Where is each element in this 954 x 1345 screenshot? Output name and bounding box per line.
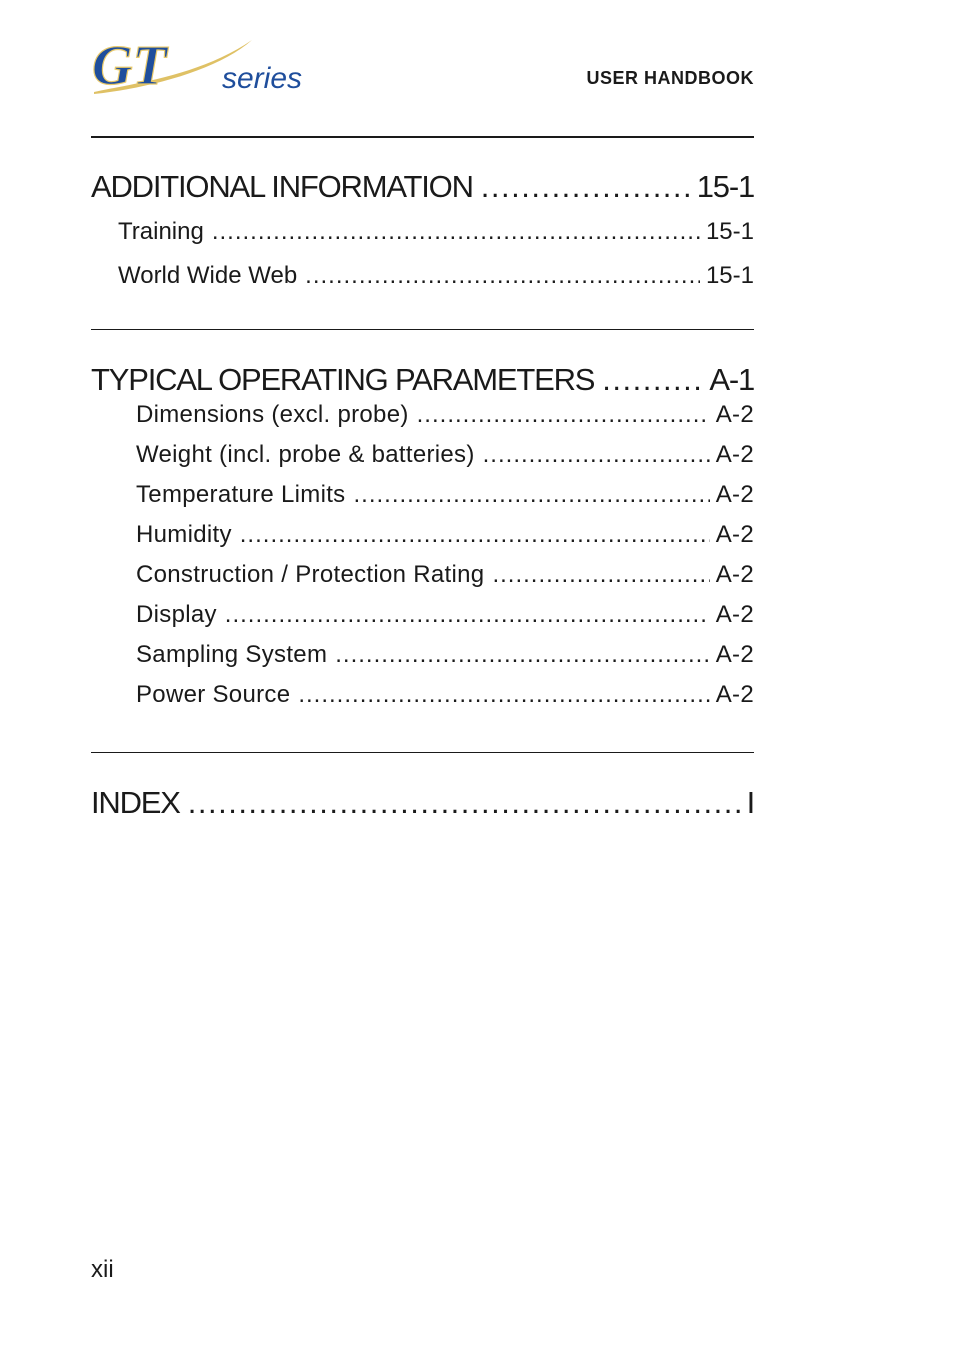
toc-page-number: I: [746, 785, 754, 820]
toc-leader-dots: [492, 561, 709, 589]
toc-entry-label: Training: [118, 218, 204, 245]
logo-series-text: series: [222, 62, 303, 95]
toc-leader-dots: [305, 262, 700, 290]
toc-leader-dots: [335, 641, 710, 669]
toc-section-additional-information[interactable]: [91, 169, 754, 205]
toc-page-number: 15-1: [696, 169, 754, 204]
toc-section-typical-operating-parameters[interactable]: [91, 362, 754, 398]
toc-leader-dots: [483, 441, 710, 469]
document-label: USER HANDBOOK: [586, 68, 754, 88]
toc-entry-label: Power Source: [136, 681, 291, 708]
toc-leader-dots: [240, 521, 710, 549]
toc-section-index[interactable]: [91, 785, 754, 821]
toc-entry-label: Humidity: [136, 521, 232, 548]
toc-page-number: A-2: [715, 641, 754, 668]
toc-page-number: 15-1: [705, 218, 754, 245]
toc-entry-label: Weight (incl. probe & batteries): [136, 441, 475, 468]
toc-page-number: A-2: [715, 601, 754, 628]
toc-entry-training[interactable]: [118, 218, 754, 246]
toc-entry-weight[interactable]: [136, 441, 754, 469]
toc-leader-dots: [212, 218, 700, 246]
toc-entry-power-source[interactable]: [136, 681, 754, 709]
toc-leader-dots: [353, 481, 709, 509]
toc-entry-dimensions[interactable]: [136, 401, 754, 429]
logo-gt-text: GT: [92, 35, 167, 97]
toc-entry-label: Sampling System: [136, 641, 328, 668]
gt-series-logo: [90, 34, 320, 98]
section-divider: [91, 752, 754, 753]
toc-entry-label: Dimensions (excl. probe): [136, 401, 409, 428]
section-divider: [91, 329, 754, 330]
toc-page-number: A-2: [715, 561, 754, 588]
toc-leader-dots: [417, 401, 710, 429]
toc-leader-dots: [225, 601, 710, 629]
toc-section-title: TYPICAL OPERATING PARAMETERS: [91, 362, 595, 397]
toc-entry-label: Display: [136, 601, 217, 628]
toc-entry-label: Construction / Protection Rating: [136, 561, 485, 588]
toc-page-number: A-1: [709, 362, 754, 397]
toc-page-number: A-2: [715, 441, 754, 468]
toc-entry-humidity[interactable]: [136, 521, 754, 549]
toc-entry-construction-protection-rating[interactable]: [136, 561, 754, 589]
toc-page-number: A-2: [715, 521, 754, 548]
toc-entry-sampling-system[interactable]: [136, 641, 754, 669]
footer-page-number: xii: [91, 1256, 114, 1283]
toc-section-title: ADDITIONAL INFORMATION: [91, 169, 473, 204]
toc-leader-dots: [602, 362, 703, 398]
toc-entry-label: World Wide Web: [118, 262, 298, 289]
toc-entry-temperature-limits[interactable]: [136, 481, 754, 509]
toc-leader-dots: [481, 169, 691, 205]
toc-section-title: INDEX: [91, 785, 180, 820]
toc-page-number: A-2: [715, 401, 754, 428]
toc-entry-label: Temperature Limits: [136, 481, 346, 508]
toc-entry-world-wide-web[interactable]: [118, 262, 754, 290]
toc-page-number: A-2: [715, 681, 754, 708]
toc-leader-dots: [298, 681, 709, 709]
toc-page-number: 15-1: [705, 262, 754, 289]
toc-page-number: A-2: [715, 481, 754, 508]
header-divider: [91, 136, 754, 138]
toc-entry-display[interactable]: [136, 601, 754, 629]
toc-leader-dots: [188, 785, 741, 821]
